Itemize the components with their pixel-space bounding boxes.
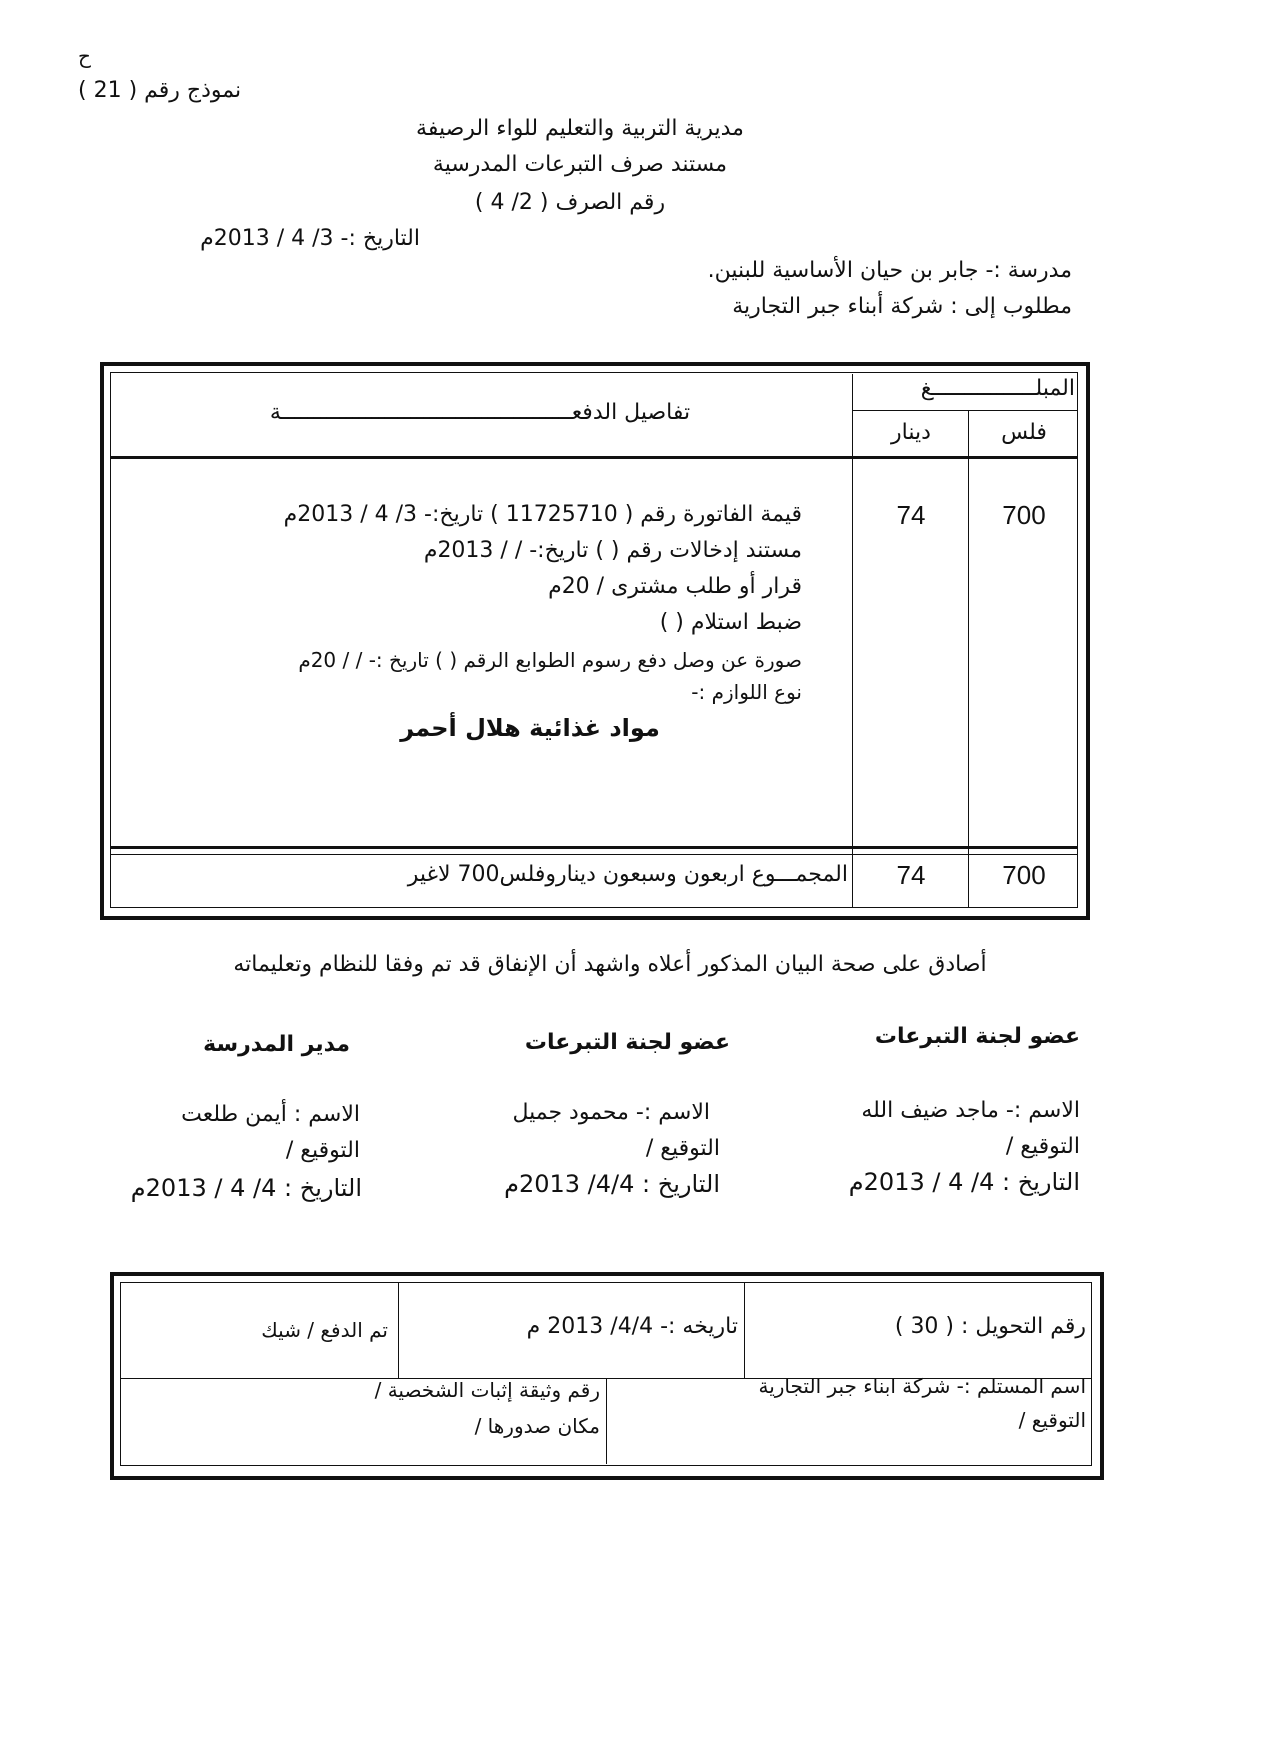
fils-column-header: فلس: [1001, 420, 1047, 445]
total-dinar: 74: [896, 860, 926, 890]
detail-stamp-receipt: صورة عن وصل دفع رسوم الطوابع الرقم ( ) تاريخ :- / / 20م: [298, 648, 802, 672]
certification-statement: أصادق على صحة البيان المذكور أعلاه واشهد أن الإنفاق قد تم وفقا للنظام وتعليماته: [233, 952, 987, 977]
supplies-description: مواد غذائية هلال أحمر: [400, 714, 660, 742]
total-label: المجمـــوع اربعون وسبعون ديناروفلس700 لاغير: [407, 862, 848, 887]
payment-table-inner: [110, 372, 1078, 908]
total-fils: 700: [1002, 860, 1046, 890]
detail-receipt: ضبط استلام ( ): [659, 610, 802, 635]
signatory-3-date: التاريخ : 4/ 4 / 2013م: [130, 1174, 362, 1202]
signatory-2-title: عضو لجنة التبرعات: [524, 1030, 730, 1055]
payment-method: تم الدفع / شيك: [261, 1318, 388, 1342]
id-document-number: رقم وثيقة إثبات الشخصية /: [374, 1378, 600, 1402]
row-dinar: 74: [896, 500, 926, 530]
signatory-1-date: التاريخ : 4/ 4 / 2013م: [848, 1168, 1080, 1196]
directorate-title: مديرية التربية والتعليم للواء الرصيفة: [416, 116, 744, 141]
signatory-1-title: عضو لجنة التبرعات: [874, 1024, 1080, 1049]
transfer-number: رقم التحويل : ( 30 ): [894, 1314, 1086, 1339]
detail-decision: قرار أو طلب مشترى / 20م: [548, 574, 802, 599]
amount-header: المبلــــــــــــــــغ: [920, 376, 1075, 401]
signatory-2-date: التاريخ : 4/4/ 2013م: [504, 1170, 720, 1198]
recipient-signature: التوقيع /: [1018, 1408, 1086, 1432]
document-title: مستند صرف التبرعات المدرسية: [432, 152, 728, 177]
signatory-1-signature: التوقيع /: [1005, 1134, 1080, 1159]
detail-entries: مستند إدخالات رقم ( ) تاريخ:- / / 2013م: [423, 538, 802, 563]
signatory-3-name: الاسم : أيمن طلعت: [181, 1102, 360, 1127]
signatory-2-signature: التوقيع /: [645, 1136, 720, 1161]
signatory-3-signature: التوقيع /: [285, 1138, 360, 1163]
form-letter: ح: [78, 44, 91, 68]
school-name: مدرسة :- جابر بن حيان الأساسية للبنين.: [707, 258, 1072, 283]
details-header: تفاصيل الدفعـــــــــــــــــــــــــــــــــــــــــــــة: [269, 400, 691, 425]
detail-supply-type: نوع اللوازم :-: [691, 680, 802, 704]
row-fils: 700: [1002, 500, 1046, 530]
dinar-column-header: دينار: [891, 420, 931, 445]
payee-name: مطلوب إلى : شركة أبناء جبر التجارية: [732, 294, 1072, 319]
voucher-number: رقم الصرف ( 2/ 4 ): [474, 190, 666, 215]
document-date: التاريخ :- 3/ 4 / 2013م: [200, 226, 420, 251]
signatory-2-name: الاسم :- محمود جميل: [512, 1100, 710, 1125]
id-issue-place: مكان صدورها /: [474, 1414, 600, 1438]
transfer-date: تاريخه :- 4/4/ 2013 م: [526, 1314, 738, 1339]
signatory-1-name: الاسم :- ماجد ضيف الله: [861, 1098, 1080, 1123]
detail-invoice: قيمة الفاتورة رقم ( 11725710 ) تاريخ:- 3/ 4 / 2013م: [283, 502, 802, 527]
recipient-name: اسم المستلم :- شركة ابناء جبر التجارية: [758, 1374, 1086, 1398]
form-number: نموذج رقم ( 21 ): [78, 78, 242, 103]
signatory-3-title: مدير المدرسة: [203, 1032, 350, 1057]
